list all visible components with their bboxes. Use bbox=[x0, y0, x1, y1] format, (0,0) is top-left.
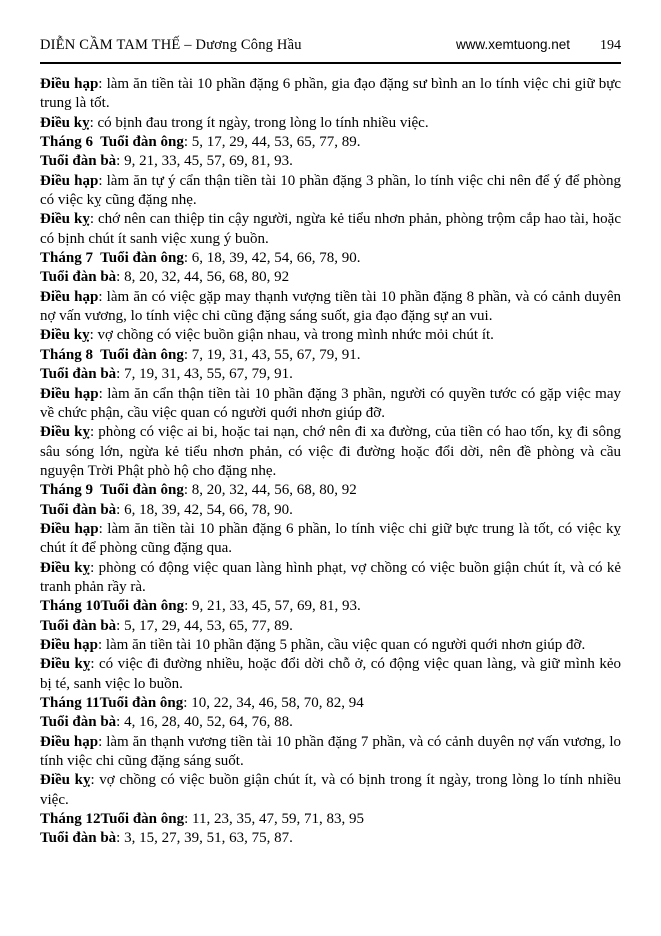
dieu-ky-text: có bịnh đau trong ít ngày, trong lòng lo tính nhiều việc. bbox=[97, 114, 429, 131]
dieu-hap-paragraph bbox=[40, 385, 621, 424]
women-ages: 3, 15, 27, 39, 51, 63, 75, 87. bbox=[124, 830, 293, 847]
dieu-hap-label: Điều hạp bbox=[40, 76, 99, 92]
dieu-ky-label: Điều kỵ bbox=[40, 114, 90, 131]
women-label: Tuổi đàn bà bbox=[40, 830, 117, 847]
women-ages: 8, 20, 32, 44, 56, 68, 80, 92 bbox=[124, 269, 290, 286]
month-men-label: Tháng 6 Tuổi đàn ông bbox=[40, 134, 184, 151]
women-ages: 7, 19, 31, 43, 55, 67, 79, 91. bbox=[124, 366, 293, 383]
dieu-ky-label: Điều kỵ bbox=[40, 327, 90, 344]
month-men-ages-line bbox=[40, 133, 621, 152]
month-men-ages-line bbox=[40, 481, 621, 500]
month-men-ages-line bbox=[40, 810, 621, 829]
dieu-hap-text: làm ăn tiền tài 10 phần đặng 6 phần, gia đạo đặng sư bình an lo tính việc chi giữ bực trung là tốt. bbox=[40, 76, 621, 112]
colon-separator: : bbox=[183, 346, 192, 363]
dieu-ky-text: phòng có việc ai bi, hoặc tai nạn, chớ nên đi xa đường, của tiền có hao tốn, kỵ đi sông sâu sóng lớn, ngừa kẻ tiểu nhơn phản, có việc đi đường hoặc đổi dời, nên đề phòng và cầu nguyện Trời Phật phò hộ cho đặng nhẹ. bbox=[40, 424, 622, 479]
women-label: Tuổi đàn bà bbox=[40, 617, 117, 634]
book-title: DIỄN CẦM TAM THẾ – Dương Công Hầu bbox=[40, 37, 302, 53]
dieu-ky-label: Điều kỵ bbox=[40, 559, 91, 576]
dieu-ky-paragraph bbox=[40, 326, 621, 345]
dieu-hap-label: Điều hạp bbox=[40, 385, 99, 402]
month-men-label: Tháng 12Tuổi đàn ông bbox=[40, 811, 185, 828]
dieu-ky-paragraph bbox=[40, 114, 621, 133]
dieu-ky-paragraph bbox=[40, 559, 621, 598]
women-ages-line bbox=[40, 268, 621, 287]
women-label: Tuổi đàn bà bbox=[40, 366, 117, 383]
women-ages-line bbox=[40, 713, 621, 732]
women-ages-line bbox=[40, 617, 621, 636]
dieu-ky-text: có việc đi đường nhiều, hoặc đổi dời chỗ ở, có động việc quan làng, và giữ mình kẻo bị té, sanh việc lo buồn. bbox=[40, 656, 622, 692]
dieu-ky-label: Điều kỵ bbox=[40, 656, 91, 673]
website-url: www.xemtuong.net bbox=[455, 37, 570, 52]
dieu-hap-paragraph bbox=[40, 172, 621, 211]
dieu-ky-paragraph bbox=[40, 423, 621, 481]
men-ages: 5, 17, 29, 44, 53, 65, 77, 89. bbox=[191, 134, 361, 151]
men-ages: 8, 20, 32, 44, 56, 68, 80, 92 bbox=[191, 482, 357, 499]
colon-separator: : bbox=[98, 520, 108, 537]
colon-separator: : bbox=[184, 598, 193, 615]
colon-separator: : bbox=[98, 76, 107, 92]
header-right bbox=[456, 36, 621, 55]
men-ages: 9, 21, 33, 45, 57, 69, 81, 93. bbox=[192, 598, 361, 615]
month-men-ages-line bbox=[40, 346, 621, 365]
colon-separator: : bbox=[90, 559, 99, 576]
colon-separator: : bbox=[116, 830, 125, 847]
women-ages: 9, 21, 33, 45, 57, 69, 81, 93. bbox=[124, 153, 293, 170]
women-ages-line bbox=[40, 829, 621, 848]
dieu-ky-text: chớ nên can thiệp tin cậy người, ngừa kẻ tiểu nhơn phản, phòng trộm cắp hao tài, hoặc có bịnh chút ít sanh việc xung ý buồn. bbox=[40, 211, 622, 247]
colon-separator: : bbox=[116, 617, 125, 634]
dieu-hap-text: làm ăn cẩn thận tiền tài 10 phần đặng 3 phần, người có quyền tước có gặp việc may về chức phận, cầu việc quan có người quới nhơn giúp đỡ. bbox=[40, 385, 622, 421]
dieu-hap-label: Điều hạp bbox=[40, 520, 99, 537]
colon-separator: : bbox=[116, 153, 125, 170]
dieu-hap-text: làm ăn thạnh vương tiền tài 10 phần đặng 7 phần, và có cảnh duyên nợ vấn vương, lo tính việc chi cũng đặng sáng suốt. bbox=[40, 733, 622, 770]
dieu-ky-text: vợ chồng có việc buồn giận chút ít, và có bịnh trong ít ngày, trong lòng lo tính nhiều việc. bbox=[40, 772, 621, 808]
month-men-label: Tháng 10Tuổi đàn ông bbox=[40, 598, 185, 615]
month-men-ages-line bbox=[40, 597, 621, 616]
month-men-label: Tháng 7 Tuổi đàn ông bbox=[40, 250, 184, 267]
colon-separator: : bbox=[90, 772, 100, 789]
colon-separator: : bbox=[98, 172, 107, 189]
men-ages: 6, 18, 39, 42, 54, 66, 78, 90. bbox=[191, 250, 361, 267]
women-label: Tuổi đàn bà bbox=[40, 501, 117, 518]
dieu-ky-text: vợ chồng có việc buồn giận nhau, và trong mình nhức mỏi chút ít. bbox=[97, 327, 494, 344]
colon-separator: : bbox=[89, 211, 98, 228]
month-men-label: Tháng 9 Tuổi đàn ông bbox=[40, 482, 184, 499]
dieu-hap-paragraph bbox=[40, 520, 621, 559]
women-ages-line bbox=[40, 501, 621, 520]
colon-separator: : bbox=[116, 714, 125, 731]
men-ages: 7, 19, 31, 43, 55, 67, 79, 91. bbox=[191, 346, 361, 363]
dieu-hap-text: làm ăn có việc gặp may thạnh vượng tiền tài 10 phần đặng 8 phần, và có cảnh duyên nợ vấn vương, lo tính việc chi cũng đặng sáng suốt, gia đạo đặng sự an vui. bbox=[40, 288, 622, 325]
dieu-ky-label: Điều kỵ bbox=[40, 772, 91, 789]
page-number: 194 bbox=[600, 38, 621, 53]
dieu-hap-label: Điều hạp bbox=[40, 636, 98, 653]
women-ages-line bbox=[40, 365, 621, 384]
dieu-hap-text: làm ăn tiền tài 10 phần đặng 5 phần, cầu việc quan có người quới nhơn giúp đỡ. bbox=[105, 636, 586, 653]
dieu-hap-paragraph bbox=[40, 636, 621, 655]
dieu-ky-paragraph bbox=[40, 655, 621, 694]
dieu-hap-paragraph bbox=[40, 75, 621, 114]
women-ages: 5, 17, 29, 44, 53, 65, 77, 89. bbox=[124, 617, 293, 634]
colon-separator: : bbox=[89, 114, 98, 131]
month-men-label: Tháng 8 Tuổi đàn ông bbox=[40, 346, 184, 363]
colon-separator: : bbox=[90, 656, 100, 673]
dieu-hap-paragraph bbox=[40, 288, 621, 327]
colon-separator: : bbox=[89, 327, 98, 344]
women-ages-line bbox=[40, 152, 621, 171]
month-men-ages-line bbox=[40, 694, 621, 713]
colon-separator: : bbox=[89, 424, 99, 441]
dieu-ky-paragraph bbox=[40, 771, 621, 810]
women-label: Tuổi đàn bà bbox=[40, 269, 117, 286]
dieu-ky-text: phòng có động việc quan làng hình phạt, vợ chồng có việc buồn giận chút ít, và có kẻ tranh phản rầy rà. bbox=[40, 559, 622, 595]
women-label: Tuổi đàn bà bbox=[40, 714, 117, 731]
colon-separator: : bbox=[183, 482, 192, 499]
women-ages: 4, 16, 28, 40, 52, 64, 76, 88. bbox=[124, 714, 293, 731]
colon-separator: : bbox=[116, 269, 125, 286]
women-ages: 6, 18, 39, 42, 54, 66, 78, 90. bbox=[124, 501, 293, 518]
dieu-hap-label: Điều hạp bbox=[40, 733, 99, 750]
dieu-hap-label: Điều hạp bbox=[40, 288, 99, 305]
dieu-hap-text: làm ăn tiền tài 10 phần đặng 6 phần, lo tính việc chi giữ bực trung là tốt, có việc kỵ chút ít để phòng cũng đặng qua. bbox=[40, 520, 622, 557]
colon-separator: : bbox=[97, 636, 106, 653]
month-men-ages-line bbox=[40, 249, 621, 268]
dieu-hap-label: Điều hạp bbox=[40, 172, 99, 189]
colon-separator: : bbox=[98, 288, 107, 305]
page-header bbox=[40, 36, 621, 55]
men-ages: 10, 22, 34, 46, 58, 70, 82, 94 bbox=[191, 695, 364, 711]
colon-separator: : bbox=[116, 501, 125, 518]
men-ages: 11, 23, 35, 47, 59, 71, 83, 95 bbox=[192, 811, 364, 828]
dieu-hap-paragraph bbox=[40, 733, 621, 772]
colon-separator: : bbox=[183, 134, 192, 151]
dieu-hap-text: làm ăn tự ý cẩn thận tiền tài 10 phần đặng 3 phần, lo tính việc chi nên để ý để phòng có việc kỵ cũng đặng nhẹ. bbox=[40, 172, 622, 209]
colon-separator: : bbox=[116, 366, 125, 383]
women-label: Tuổi đàn bà bbox=[40, 153, 117, 170]
dieu-ky-label: Điều kỵ bbox=[40, 424, 90, 441]
colon-separator: : bbox=[184, 811, 193, 828]
dieu-ky-paragraph bbox=[40, 210, 621, 249]
colon-separator: : bbox=[183, 250, 192, 267]
colon-separator: : bbox=[183, 695, 192, 711]
dieu-ky-label: Điều kỵ bbox=[40, 211, 90, 228]
month-men-label: Tháng 11Tuổi đàn ông bbox=[40, 695, 184, 711]
document-body bbox=[40, 75, 621, 849]
colon-separator: : bbox=[98, 733, 107, 750]
colon-separator: : bbox=[98, 385, 108, 402]
header-divider bbox=[40, 62, 621, 64]
